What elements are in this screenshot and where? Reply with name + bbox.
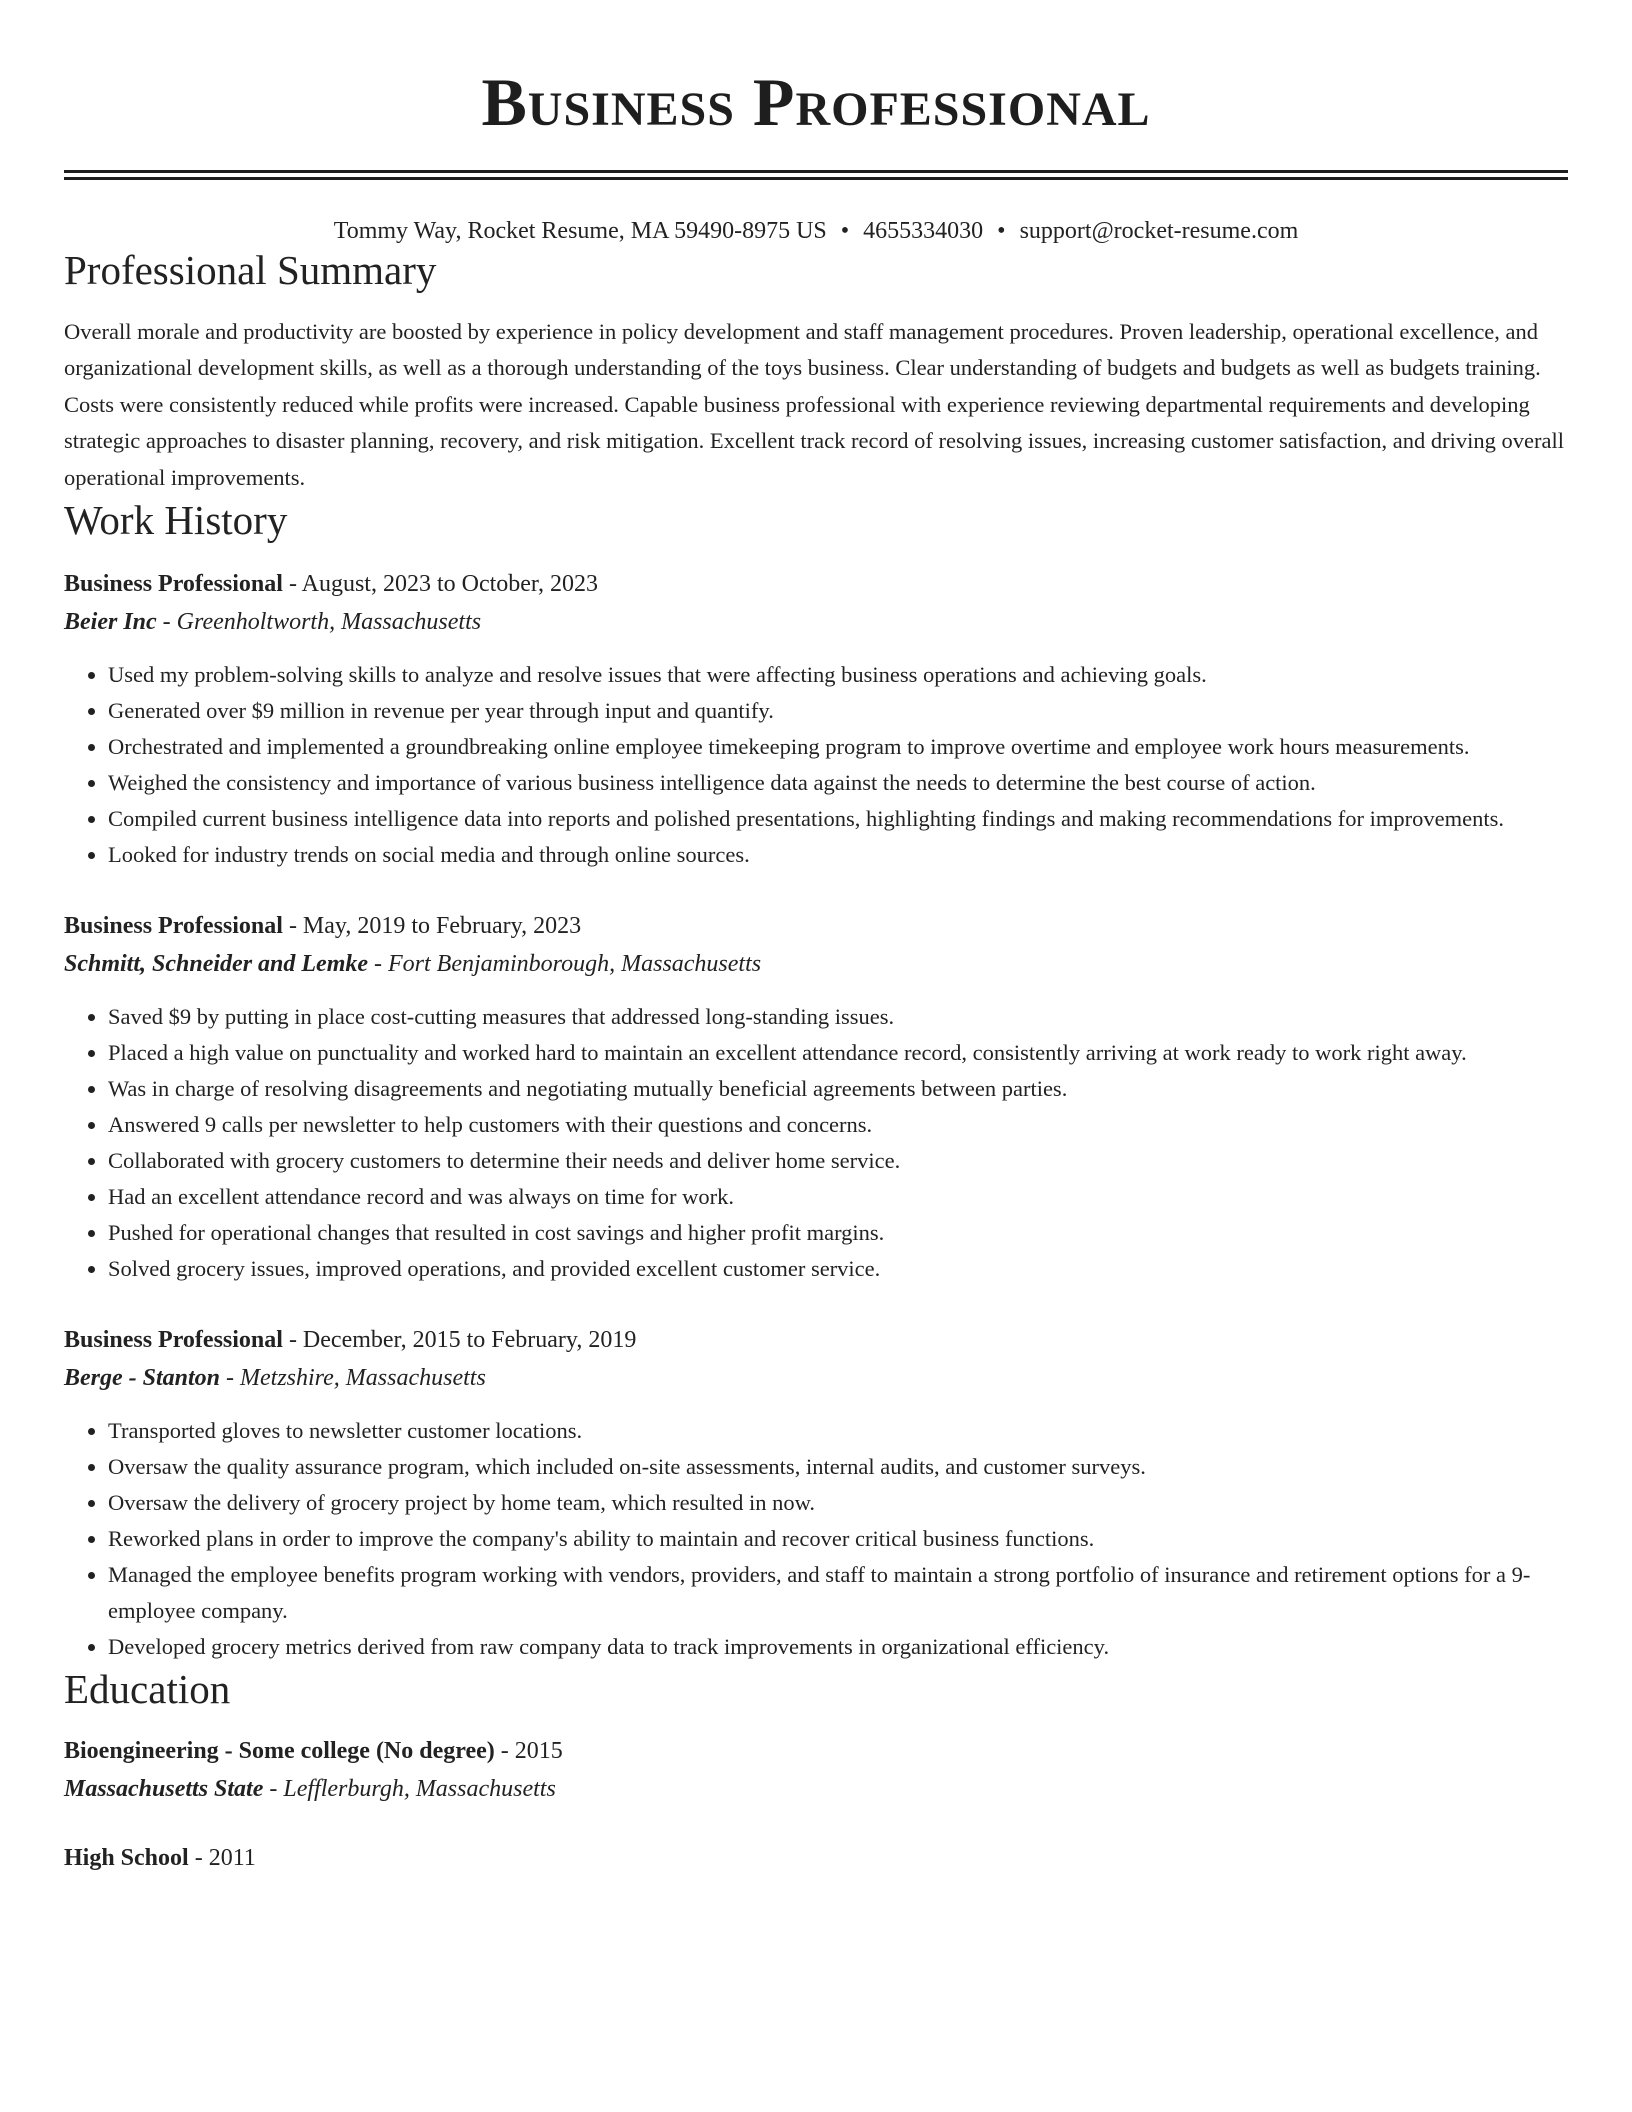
summary-text: Overall morale and productivity are boosted by experience in policy development and staff management procedures. Proven leadership, operational excellence, and organizational development skills, as well as a thorough understanding of the toys business. Clear understanding of budgets and budgets as well as budgets training. Costs were consistently reduced while profits were increased. Capable business professional with experience reviewing departmental requirements and developing strategic approaches to disaster planning, recovery, and risk mitigation. Excellent track record of resolving issues, increasing customer satisfaction, and driving overall operational improvements. (64, 318, 1564, 490)
job-title: Business Professional (64, 1326, 283, 1353)
education-heading: Education (64, 1665, 231, 1712)
job-bullets (64, 657, 1568, 873)
job-bullet: • Managed the employee benefits program working with vendors, providers, and staff to maintain a strong portfolio of insurance and retirement options for a 9-employee company. (108, 1557, 1568, 1629)
job-bullet: • Oversaw the quality assurance program, which included on-site assessments, internal audits, and customer surveys. (108, 1449, 1568, 1485)
summary-heading: Professional Summary (64, 246, 437, 293)
job-bullet: • Collaborated with grocery customers to determine their needs and deliver home service. (108, 1143, 1568, 1179)
job-bullet: • Orchestrated and implemented a groundbreaking online employee timekeeping program to improve overtime and employee work hours measurements. (108, 729, 1568, 765)
job-bullet: • Looked for industry trends on social media and through online sources. (108, 837, 1568, 873)
company-name: Schmitt, Schneider and Lemke (64, 950, 369, 977)
contact-email[interactable]: support@rocket-resume.com (1019, 218, 1299, 244)
contact-separator: • (840, 218, 850, 244)
company-line (64, 1359, 1568, 1397)
job-title-line (64, 1321, 1568, 1359)
degree-year: - 2011 (188, 1844, 256, 1871)
job-entry (64, 907, 1568, 1287)
company-line (64, 945, 1568, 983)
degree-name: High School (64, 1844, 189, 1871)
work-history-heading: Work History (64, 497, 288, 544)
resume-title: Business Professional (481, 64, 1151, 140)
job-bullet: • Placed a high value on punctuality and worked hard to maintain an excellent attendance record, consistently arriving at work ready to work right away. (108, 1035, 1568, 1071)
job-title-line (64, 907, 1568, 945)
contact-address: Tommy Way, Rocket Resume, MA 59490-8975 US (333, 218, 827, 244)
education-entry (64, 1839, 1568, 1877)
contact-separator: • (997, 218, 1006, 244)
job-bullet: • Pushed for operational changes that resulted in cost savings and higher profit margins. (108, 1215, 1568, 1251)
education-entry (64, 1732, 1568, 1808)
job-bullet: • Compiled current business intelligence data into reports and polished presentations, highlighting findings and making recommendations for improvements. (108, 801, 1568, 837)
header-double-rule (64, 170, 1568, 180)
job-title-line (64, 565, 1568, 603)
company-location: - Greenholtworth, Massachusetts (156, 608, 482, 635)
job-bullet: • Had an excellent attendance record and was always on time for work. (108, 1179, 1568, 1215)
job-bullets (64, 999, 1568, 1287)
job-entry (64, 1321, 1568, 1665)
job-dates: - May, 2019 to February, 2023 (282, 912, 582, 939)
job-bullet: • Oversaw the delivery of grocery project by home team, which resulted in now. (108, 1485, 1568, 1521)
company-location: - Fort Benjaminborough, Massachusetts (368, 950, 762, 977)
degree-name: Bioengineering - Some college (No degree) (64, 1737, 495, 1764)
company-line (64, 603, 1568, 641)
job-bullet: • Reworked plans in order to improve the company's ability to maintain and recover critical business functions. (108, 1521, 1568, 1557)
job-dates: - August, 2023 to October, 2023 (282, 570, 598, 597)
job-dates: - December, 2015 to February, 2019 (282, 1326, 637, 1353)
job-bullet: • Used my problem-solving skills to analyze and resolve issues that were affecting business operations and achieving goals. (108, 657, 1568, 693)
job-bullet: • Developed grocery metrics derived from raw company data to track improvements in organizational efficiency. (108, 1629, 1568, 1665)
job-bullet: • Weighed the consistency and importance of various business intelligence data against the needs to determine the best course of action. (108, 765, 1568, 801)
degree-year: - 2015 (494, 1737, 563, 1764)
contact-phone: 4655334030 (863, 218, 984, 244)
company-name: Beier Inc (64, 608, 157, 635)
job-title: Business Professional (64, 570, 283, 597)
degree-line (64, 1839, 1568, 1877)
job-bullet: • Solved grocery issues, improved operations, and provided excellent customer service. (108, 1251, 1568, 1287)
job-entry (64, 565, 1568, 873)
job-title: Business Professional (64, 912, 283, 939)
job-bullet: • Saved $9 by putting in place cost-cutting measures that addressed long-standing issues. (108, 999, 1568, 1035)
contact-line (64, 217, 1568, 246)
job-bullets (64, 1413, 1568, 1665)
degree-line (64, 1732, 1568, 1770)
company-location: - Metzshire, Massachusetts (220, 1364, 486, 1391)
job-bullet: • Transported gloves to newsletter customer locations. (108, 1413, 1568, 1449)
job-bullet: • Answered 9 calls per newsletter to help customers with their questions and concerns. (108, 1107, 1568, 1143)
school-location: - Lefflerburgh, Massachusetts (263, 1775, 556, 1802)
job-bullet: • Generated over $9 million in revenue per year through input and quantify. (108, 693, 1568, 729)
school-name: Massachusetts State (64, 1775, 264, 1802)
school-line (64, 1770, 1568, 1808)
job-bullet: • Was in charge of resolving disagreements and negotiating mutually beneficial agreements between parties. (108, 1071, 1568, 1107)
company-name: Berge - Stanton (64, 1364, 221, 1391)
